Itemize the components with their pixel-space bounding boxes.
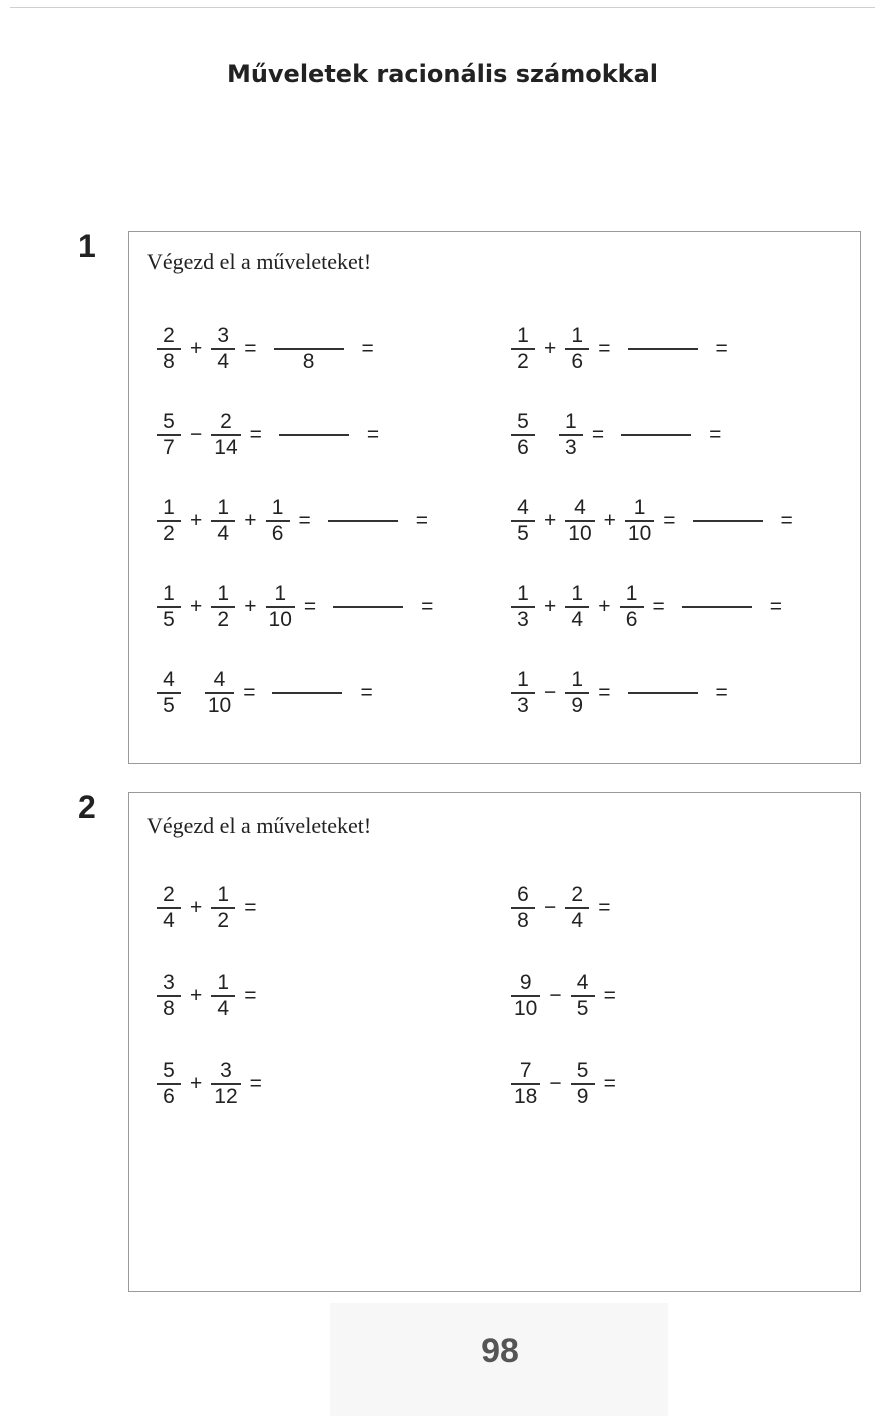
fraction [211,582,235,631]
equals-sign: = [244,896,257,919]
numerator: 1 [217,582,230,606]
denominator: 8 [517,908,529,932]
equals-sign: = [249,1072,262,1095]
fraction [157,1059,181,1108]
page-title: Műveletek racionális számokkal [226,60,659,88]
equals-sign: = [598,337,611,360]
operator: − [190,423,203,446]
fraction [565,883,589,932]
fraction [157,883,181,932]
fraction [157,971,181,1020]
exercise-2-number: 2 [78,789,96,825]
equals-sign: = [591,423,605,446]
denominator: 6 [517,435,529,459]
answer-numerator-blank [305,668,311,692]
expression [511,407,721,463]
numerator: 4 [574,496,586,520]
numerator: 1 [163,496,175,520]
answer-numerator-blank [365,582,371,606]
operator: + [544,337,557,360]
numerator: 2 [163,883,175,907]
fraction [157,496,181,545]
answer-fraction-blank[interactable] [621,410,691,459]
expression [511,968,625,1024]
expression [157,665,373,721]
exercise-2-box [128,792,861,1292]
operator: + [190,984,203,1007]
denominator: 12 [214,1084,238,1108]
operator: − [549,984,562,1007]
numerator: 2 [571,883,584,907]
answer-denominator: 8 [302,349,315,373]
fraction [565,496,594,545]
final-equals-sign: = [769,595,783,618]
denominator: 10 [514,996,538,1020]
equals-sign: = [598,681,611,704]
denominator: 3 [517,693,529,717]
denominator: 6 [163,1084,175,1108]
numerator: 5 [576,1059,589,1083]
denominator: 10 [268,607,292,631]
answer-denominator [660,350,666,374]
final-equals-sign: = [715,337,728,360]
fraction [266,496,290,545]
answer-denominator [305,694,311,718]
exercise-1-instruction: Végezd el a műveleteket! [147,249,372,274]
answer-numerator-blank [660,668,666,692]
numerator: 4 [163,668,175,692]
equals-sign: = [603,984,616,1007]
operator [544,423,550,447]
numerator: 1 [517,324,529,348]
numerator: 4 [213,668,226,692]
answer-fraction-blank[interactable] [279,410,349,459]
expression [157,880,266,936]
answer-fraction-blank[interactable] [328,496,398,545]
numerator: 1 [274,582,287,606]
operator: + [603,509,616,532]
top-rule [10,7,875,8]
fraction [211,883,235,932]
numerator: 1 [517,668,529,692]
answer-denominator [365,608,371,632]
operator: + [190,595,203,618]
exercise-1-number: 1 [78,228,96,264]
final-equals-sign: = [709,423,722,446]
numerator: 1 [571,582,584,606]
fraction [205,668,234,717]
expression [511,321,728,377]
numerator: 1 [571,668,584,692]
fraction [565,582,589,631]
fraction [511,410,535,459]
denominator: 5 [163,693,175,717]
numerator: 2 [220,410,232,434]
answer-numerator-blank [653,410,659,434]
fraction [565,668,589,717]
final-equals-sign: = [361,337,374,360]
operator: − [544,681,557,704]
final-equals-sign: = [421,595,434,618]
denominator: 6 [271,521,284,545]
operator: + [544,595,557,618]
numerator: 5 [163,410,175,434]
numerator: 1 [217,496,230,520]
fraction [571,1059,595,1108]
final-equals-sign: = [360,681,373,704]
answer-denominator [311,436,317,460]
expression [511,493,793,549]
answer-numerator-blank [660,324,666,348]
denominator: 2 [217,908,230,932]
fraction [511,668,535,717]
equals-sign: = [598,896,611,919]
fraction [211,324,235,373]
answer-denominator [653,436,659,460]
fraction [266,582,295,631]
numerator: 3 [163,971,175,995]
final-equals-sign: = [780,509,793,532]
answer-numerator-blank [306,324,312,348]
equals-sign: = [249,423,262,446]
exercise-2-instruction: Végezd el a műveleteket! [147,813,372,838]
denominator: 3 [565,435,577,459]
operator: + [244,509,257,532]
answer-fraction-blank[interactable] [682,582,752,631]
fraction [565,324,589,373]
denominator: 3 [517,607,529,631]
denominator: 4 [163,908,175,932]
final-equals-sign: = [715,681,728,704]
denominator: 10 [627,521,652,545]
expression [511,579,782,635]
equals-sign: = [603,1072,616,1095]
denominator: 5 [517,521,529,545]
fraction [211,496,235,545]
expression [157,968,266,1024]
operator: + [190,509,203,532]
answer-fraction-blank[interactable] [693,496,763,545]
denominator: 4 [217,521,230,545]
denominator: 9 [576,1084,589,1108]
answer-denominator [725,522,731,546]
fraction [157,582,181,631]
numerator: 3 [220,1059,232,1083]
expression [157,579,433,635]
fraction [511,582,535,631]
operator: + [190,1072,203,1095]
page-number: 98 [481,1332,519,1370]
answer-fraction-blank[interactable] [628,668,698,717]
fraction [511,883,535,932]
numerator: 1 [633,496,646,520]
numerator: 4 [576,971,589,995]
denominator: 10 [207,693,232,717]
operator [190,681,196,705]
fraction [511,496,535,545]
answer-denominator [714,608,720,632]
numerator: 1 [625,582,638,606]
operator: + [244,595,257,618]
fraction [511,971,540,1020]
fraction [211,1059,240,1108]
denominator: 18 [514,1084,538,1108]
operator: + [190,896,203,919]
final-equals-sign: = [415,509,429,532]
numerator: 4 [517,496,529,520]
expression [511,1056,625,1112]
fraction [211,971,235,1020]
denominator: 9 [571,693,584,717]
denominator: 2 [517,349,529,373]
denominator: 5 [163,607,175,631]
numerator: 1 [217,971,230,995]
expression [157,493,428,549]
fraction [571,971,595,1020]
fraction [157,410,181,459]
fraction [625,496,654,545]
answer-denominator [660,694,666,718]
fraction [511,324,535,373]
numerator: 7 [519,1059,532,1083]
numerator: 1 [163,582,175,606]
equals-sign: = [243,681,256,704]
denominator: 7 [163,435,175,459]
answer-numerator-blank [725,496,731,520]
numerator: 9 [519,971,532,995]
denominator: 2 [163,521,175,545]
operator: − [544,896,557,919]
numerator: 5 [163,1059,175,1083]
denominator: 8 [163,996,175,1020]
equals-sign: = [303,595,317,618]
expression [157,321,374,377]
answer-numerator-blank [311,410,317,434]
denominator: 4 [217,349,230,373]
final-equals-sign: = [366,423,380,446]
numerator: 1 [517,582,529,606]
denominator: 14 [214,435,238,459]
equals-sign: = [298,509,311,532]
expression [157,1056,271,1112]
expression [157,407,379,463]
operator: + [190,337,203,360]
answer-fraction-blank[interactable] [333,582,403,631]
answer-fraction-blank[interactable] [272,668,342,717]
fraction [511,1059,540,1108]
expression [511,880,620,936]
equals-sign: = [244,337,257,360]
denominator: 10 [568,521,592,545]
equals-sign: = [652,595,665,618]
operator: + [544,509,557,532]
operator: + [598,595,611,618]
denominator: 5 [576,996,589,1020]
numerator: 1 [565,410,577,434]
answer-numerator-blank [360,496,366,520]
denominator: 6 [625,607,638,631]
fraction [211,410,240,459]
expression [511,665,728,721]
exercise-1-box [128,231,861,764]
denominator: 8 [163,349,175,373]
numerator: 6 [517,883,529,907]
numerator: 1 [217,883,230,907]
answer-denominator [360,522,366,546]
denominator: 4 [571,607,584,631]
equals-sign: = [663,509,676,532]
denominator: 4 [217,996,230,1020]
numerator: 5 [517,410,529,434]
answer-numerator-blank [714,582,720,606]
fraction [559,410,583,459]
denominator: 2 [217,607,230,631]
denominator: 4 [571,908,584,932]
denominator: 6 [571,349,584,373]
numerator: 1 [271,496,284,520]
numerator: 1 [571,324,584,348]
answer-fraction-blank[interactable] [274,324,344,373]
answer-fraction-blank[interactable] [628,324,698,373]
operator: − [549,1072,562,1095]
fraction [157,324,181,373]
fraction [157,668,181,717]
fraction [620,582,644,631]
numerator: 2 [163,324,175,348]
equals-sign: = [244,984,257,1007]
numerator: 3 [217,324,230,348]
